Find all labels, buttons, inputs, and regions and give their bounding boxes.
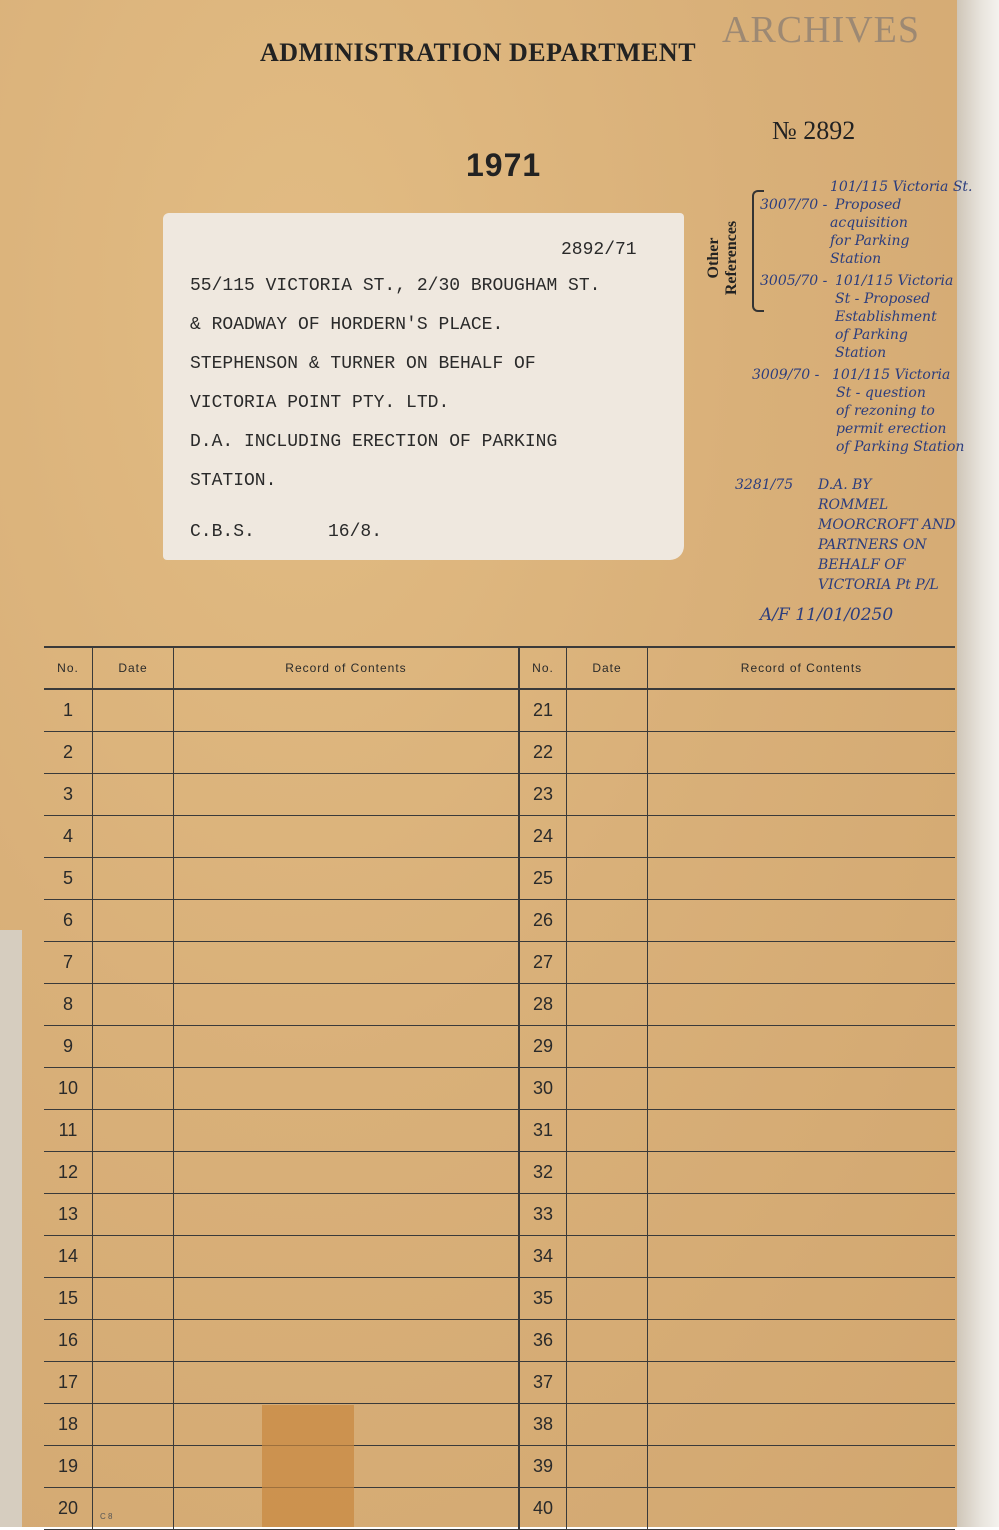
row-date	[93, 1446, 174, 1488]
row-record	[648, 1110, 956, 1152]
label-initials: C.B.S.	[190, 522, 255, 542]
register-row	[44, 1236, 955, 1278]
row-record	[648, 816, 956, 858]
column-header-date: Date	[93, 647, 174, 689]
row-date	[93, 1404, 174, 1446]
row-record	[648, 1194, 956, 1236]
handwritten-ref: 3005/70 -	[760, 273, 828, 289]
row-date	[93, 732, 174, 774]
column-header-no: No.	[519, 647, 567, 689]
register-row	[44, 1152, 955, 1194]
row-number: 29	[519, 1026, 567, 1068]
row-date	[93, 900, 174, 942]
row-number: 32	[519, 1152, 567, 1194]
register-row	[44, 774, 955, 816]
handwritten-note: D.A. BY	[818, 477, 872, 493]
row-number: 6	[44, 900, 93, 942]
row-number: 8	[44, 984, 93, 1026]
handwritten-note: ROMMEL	[818, 497, 889, 513]
row-date	[93, 774, 174, 816]
row-number: 28	[519, 984, 567, 1026]
row-number: 18	[44, 1404, 93, 1446]
row-date	[93, 1152, 174, 1194]
row-date	[93, 689, 174, 732]
row-number: 31	[519, 1110, 567, 1152]
row-date	[93, 1194, 174, 1236]
handwritten-note: of Parking Station	[836, 439, 965, 455]
row-number: 36	[519, 1320, 567, 1362]
row-record	[174, 1194, 520, 1236]
row-date	[567, 1152, 648, 1194]
row-record	[648, 1488, 956, 1530]
label-line: D.A. INCLUDING ERECTION OF PARKING	[190, 432, 558, 452]
row-record	[174, 774, 520, 816]
label-date: 16/8.	[328, 522, 383, 542]
row-date	[567, 900, 648, 942]
row-record	[174, 732, 520, 774]
handwritten-ref: 3281/75	[735, 477, 794, 493]
row-record	[174, 1068, 520, 1110]
register-row	[44, 1488, 955, 1530]
handwritten-note: Establishment	[835, 309, 937, 325]
row-number: 17	[44, 1362, 93, 1404]
row-number: 5	[44, 858, 93, 900]
row-date	[567, 816, 648, 858]
row-number: 19	[44, 1446, 93, 1488]
column-header-no: No.	[44, 647, 93, 689]
row-number: 26	[519, 900, 567, 942]
row-number: 37	[519, 1362, 567, 1404]
row-date	[567, 858, 648, 900]
row-date	[93, 1278, 174, 1320]
row-date	[567, 984, 648, 1026]
register-row	[44, 1320, 955, 1362]
row-record	[174, 1152, 520, 1194]
row-date	[93, 1320, 174, 1362]
row-record	[174, 689, 520, 732]
register-row	[44, 984, 955, 1026]
row-number: 24	[519, 816, 567, 858]
label-line: STEPHENSON & TURNER ON BEHALF OF	[190, 354, 536, 374]
row-record	[174, 1362, 520, 1404]
print-code: C 8	[100, 1512, 113, 1521]
column-header-record: Record of Contents	[174, 647, 520, 689]
register-body	[44, 689, 955, 1530]
register-row	[44, 1278, 955, 1320]
row-record	[648, 774, 956, 816]
handwritten-note: of rezoning to	[836, 403, 935, 419]
row-number: 9	[44, 1026, 93, 1068]
row-record	[174, 1278, 520, 1320]
row-date	[93, 942, 174, 984]
register-row	[44, 816, 955, 858]
label-line: STATION.	[190, 471, 277, 491]
row-number: 22	[519, 732, 567, 774]
row-date	[567, 1068, 648, 1110]
row-date	[567, 1362, 648, 1404]
row-record	[174, 942, 520, 984]
register-row	[44, 1362, 955, 1404]
row-record	[648, 1236, 956, 1278]
row-number: 33	[519, 1194, 567, 1236]
row-record	[174, 1236, 520, 1278]
handwritten-af-number: A/F 11/01/0250	[760, 605, 894, 625]
other-references-heading: Other References	[705, 220, 740, 296]
row-number: 1	[44, 689, 93, 732]
file-number: № 2892	[772, 116, 856, 145]
row-date	[567, 1488, 648, 1530]
row-record	[648, 942, 956, 984]
row-date	[567, 1446, 648, 1488]
row-date	[93, 1488, 174, 1530]
row-record	[648, 689, 956, 732]
row-date	[93, 1236, 174, 1278]
row-number: 4	[44, 816, 93, 858]
row-number: 3	[44, 774, 93, 816]
column-header-date: Date	[567, 647, 648, 689]
row-number: 11	[44, 1110, 93, 1152]
row-record	[648, 1068, 956, 1110]
row-date	[567, 1278, 648, 1320]
register-row	[44, 732, 955, 774]
handwritten-note: 101/115 Victoria	[832, 367, 951, 383]
register-header-row	[44, 647, 955, 689]
file-year: 1971	[466, 147, 542, 183]
row-record	[648, 1320, 956, 1362]
row-date	[567, 689, 648, 732]
row-record	[648, 1026, 956, 1068]
row-date	[93, 858, 174, 900]
register-row	[44, 1404, 955, 1446]
row-record	[648, 732, 956, 774]
handwritten-note: St - question	[836, 385, 926, 401]
tape-repair	[262, 1405, 354, 1527]
row-record	[648, 1278, 956, 1320]
row-number: 15	[44, 1278, 93, 1320]
register-row	[44, 1110, 955, 1152]
row-number: 30	[519, 1068, 567, 1110]
cloth-binding-edge-left	[0, 930, 22, 1527]
handwritten-note: permit erection	[836, 421, 947, 437]
row-number: 14	[44, 1236, 93, 1278]
row-number: 20	[44, 1488, 93, 1530]
row-number: 7	[44, 942, 93, 984]
row-date	[93, 1110, 174, 1152]
row-record	[174, 1110, 520, 1152]
label-ref: 2892/71	[561, 240, 637, 260]
row-record	[648, 1362, 956, 1404]
handwritten-note: for Parking	[830, 233, 910, 249]
register-row	[44, 1446, 955, 1488]
handwritten-note: BEHALF OF	[818, 557, 906, 573]
row-date	[567, 774, 648, 816]
row-number: 38	[519, 1404, 567, 1446]
row-date	[567, 942, 648, 984]
handwritten-note: VICTORIA Pt P/L	[818, 577, 939, 593]
register-row	[44, 1194, 955, 1236]
row-number: 16	[44, 1320, 93, 1362]
register-row	[44, 1068, 955, 1110]
row-number: 2	[44, 732, 93, 774]
row-date	[93, 1026, 174, 1068]
handwritten-note: MOORCROFT AND	[818, 517, 956, 533]
row-record	[174, 1320, 520, 1362]
row-number: 40	[519, 1488, 567, 1530]
typed-label	[163, 213, 684, 560]
row-date	[567, 1404, 648, 1446]
contents-register	[44, 646, 955, 1530]
handwritten-ref: 3007/70 -	[760, 197, 828, 213]
handwritten-note: Proposed	[835, 197, 902, 213]
register-row	[44, 858, 955, 900]
row-date	[93, 1068, 174, 1110]
handwritten-note: PARTNERS ON	[818, 537, 927, 553]
register-row	[44, 900, 955, 942]
row-number: 35	[519, 1278, 567, 1320]
handwritten-note: 101/115 Victoria	[835, 273, 954, 289]
department-heading: ADMINISTRATION DEPARTMENT	[260, 38, 697, 67]
row-number: 27	[519, 942, 567, 984]
handwritten-note: acquisition	[830, 215, 908, 231]
row-record	[174, 900, 520, 942]
handwritten-note: Station	[830, 251, 882, 267]
row-record	[648, 900, 956, 942]
label-line: & ROADWAY OF HORDERN'S PLACE.	[190, 315, 504, 335]
handwritten-note: Station	[835, 345, 887, 361]
handwritten-note: of Parking	[835, 327, 908, 343]
row-date	[567, 1026, 648, 1068]
row-date	[567, 732, 648, 774]
row-date	[93, 816, 174, 858]
row-record	[648, 1404, 956, 1446]
row-date	[567, 1236, 648, 1278]
row-date	[93, 1362, 174, 1404]
handwritten-note: 101/115 Victoria St.	[830, 179, 973, 195]
row-number: 12	[44, 1152, 93, 1194]
register-row	[44, 942, 955, 984]
row-number: 10	[44, 1068, 93, 1110]
register-row	[44, 1026, 955, 1068]
row-record	[174, 984, 520, 1026]
row-record	[648, 858, 956, 900]
row-date	[567, 1320, 648, 1362]
label-line: 55/115 VICTORIA ST., 2/30 BROUGHAM ST.	[190, 276, 601, 296]
row-record	[174, 816, 520, 858]
archives-stamp: ARCHIVES	[722, 9, 921, 51]
cloth-binding-edge	[957, 0, 999, 1527]
row-date	[567, 1110, 648, 1152]
row-record	[648, 1152, 956, 1194]
row-number: 39	[519, 1446, 567, 1488]
row-record	[174, 1026, 520, 1068]
row-date	[567, 1194, 648, 1236]
row-record	[648, 1446, 956, 1488]
row-date	[93, 984, 174, 1026]
handwritten-ref: 3009/70 -	[752, 367, 820, 383]
row-number: 13	[44, 1194, 93, 1236]
row-record	[174, 858, 520, 900]
row-number: 21	[519, 689, 567, 732]
column-header-record: Record of Contents	[648, 647, 956, 689]
handwritten-note: St - Proposed	[835, 291, 931, 307]
row-number: 23	[519, 774, 567, 816]
row-record	[648, 984, 956, 1026]
row-number: 25	[519, 858, 567, 900]
label-line: VICTORIA POINT PTY. LTD.	[190, 393, 450, 413]
register-row	[44, 689, 955, 732]
row-number: 34	[519, 1236, 567, 1278]
